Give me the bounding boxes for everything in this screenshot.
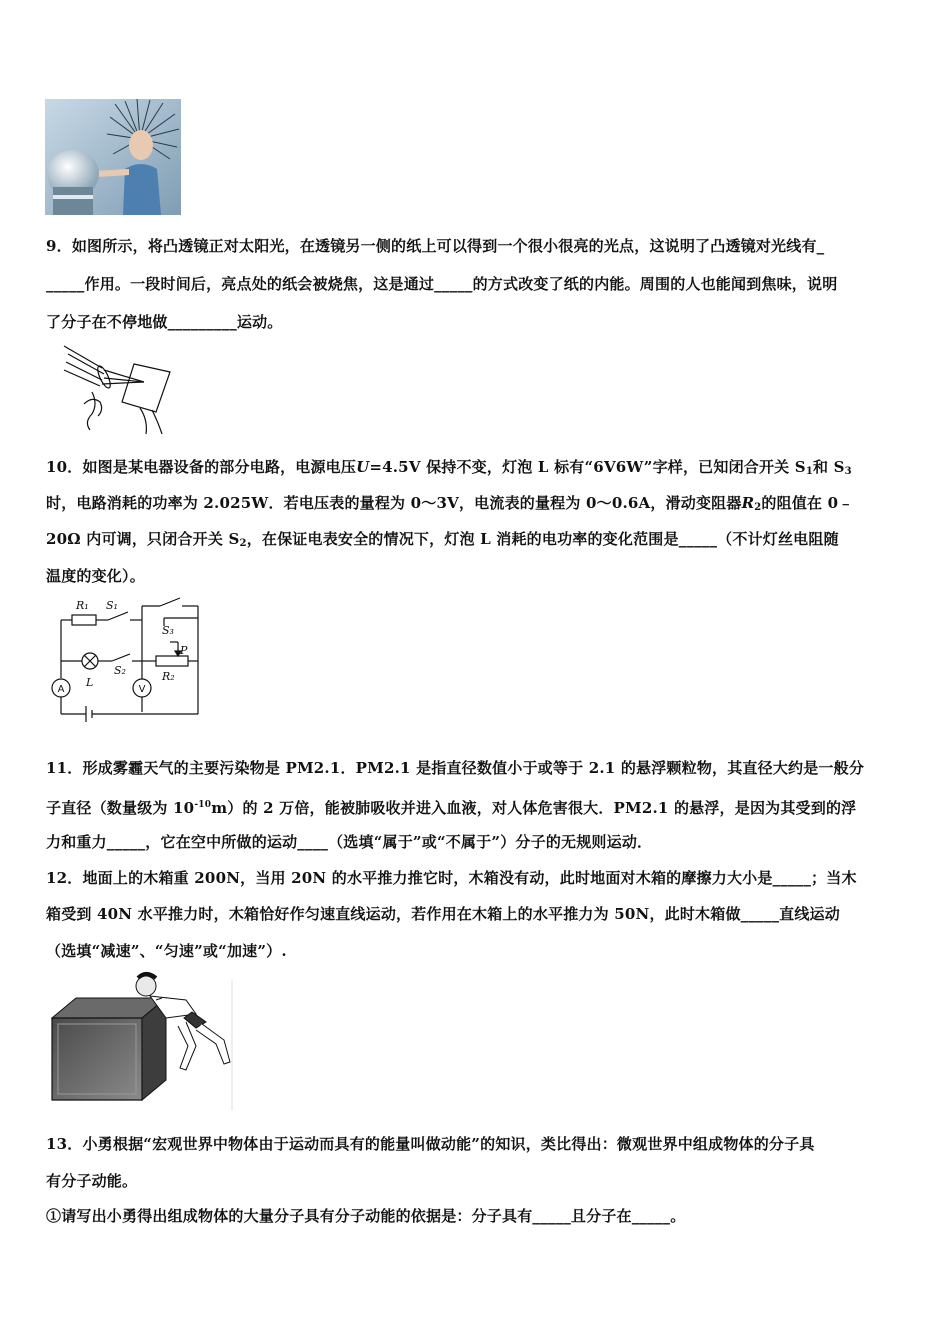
lens-sunlight-sketch	[62, 344, 180, 438]
q10-line-3-a: 20Ω 内可调，只闭合开关 S	[46, 530, 240, 548]
q11-line-2-a: 子直径（数量级为 10	[46, 799, 195, 817]
q9-line-3: 了分子在不停地做_________运动。	[46, 313, 283, 331]
q10-line-1-e: 和 S	[813, 458, 845, 476]
q10-line-1-a: 10．如图是某电器设备的部分电路，电源电压	[46, 458, 357, 476]
label-s3: S₃	[162, 624, 174, 637]
label-r1: R₁	[76, 599, 89, 612]
label-r2: R₂	[162, 670, 175, 683]
q13-line-1: 13．小勇根据“宏观世界中物体由于运动而具有的能量叫做动能”的知识，类比得出：微观世界中组成物体的分子具	[46, 1135, 815, 1153]
q13-line-2: 有分子动能。	[46, 1172, 138, 1190]
q10-symbol-u: U	[356, 458, 370, 476]
q9-line-2: _____作用。一段时间后，亮点处的纸会被烧焦，这是通过_____的方式改变了纸的内能。周围的人也能闻到焦味，说明	[46, 275, 838, 293]
q11-line-2-c: m）的 2 万倍，能被肺吸收并进入血液，对人体危害很大．PM2.1 的悬浮，是因为其受到的浮	[211, 799, 857, 817]
voltmeter-label: V	[138, 684, 146, 695]
q10-sub-r2: 2	[754, 502, 762, 513]
q12-line-1: 12．地面上的木箱重 200N，当用 20N 的水平推力推它时，木箱没有动，此时地面对木箱的摩擦力大小是_____；当木	[46, 869, 857, 887]
label-s2: S₂	[114, 664, 126, 677]
q10-line-2	[46, 493, 853, 518]
q10-line-2-a: 时，电路消耗的功率为 2.025W．若电压表的量程为 0～3V，电流表的量程为 0～0.6A，滑动变阻器	[46, 494, 742, 512]
q10-symbol-r: R	[741, 494, 755, 512]
q11-line-3: 力和重力_____，它在空中所做的运动____（选填“属于”或“不属于”）分子的无规则运动．	[46, 833, 653, 851]
q11-exponent: -10	[194, 800, 212, 810]
q11-line-2	[46, 795, 856, 818]
static-electricity-photo	[45, 99, 181, 215]
label-s1: S₁	[106, 599, 118, 612]
q9-line-1: 9．如图所示，将凸透镜正对太阳光，在透镜另一侧的纸上可以得到一个很小很亮的光点，这说明了凸透镜对光线有_	[46, 237, 825, 255]
q10-sub-1: 1	[805, 466, 813, 477]
q10-sub-s2: 2	[239, 538, 247, 549]
ammeter-label: A	[57, 684, 65, 695]
label-l: L	[86, 676, 94, 689]
q10-line-2-d: 的阻值在 0﹣	[761, 494, 854, 512]
q10-line-3	[46, 529, 839, 554]
label-p: P	[180, 644, 188, 657]
q10-line-4: 温度的变化）。	[46, 567, 145, 585]
q10-line-1	[46, 457, 852, 482]
q10-sub-3: 3	[844, 466, 852, 477]
q12-line-3: （选填“减速”、“匀速”或“加速”）.	[46, 942, 287, 960]
q10-line-1-c: =4.5V 保持不变，灯泡 L 标有“6V6W”字样，已知闭合开关 S	[369, 458, 806, 476]
boy-pushing-box-sketch	[46, 970, 236, 1110]
q11-line-1: 11．形成雾霾天气的主要污染物是 PM2.1．PM2.1 是指直径数值小于或等于 2.1 的悬浮颗粒物，其直径大约是一般分	[46, 759, 865, 777]
q13-line-3: ①请写出小勇得出组成物体的大量分子具有分子动能的依据是：分子具有_____且分子在_____。	[46, 1207, 686, 1225]
circuit-diagram	[46, 596, 206, 722]
q12-line-2: 箱受到 40N 水平推力时，木箱恰好作匀速直线运动，若作用在木箱上的水平推力为 50N，此时木箱做_____直线运动	[46, 905, 840, 923]
q10-line-3-c: ，在保证电表安全的情况下，灯泡 L 消耗的电功率的变化范围是_____（不计灯丝电阻随	[246, 530, 839, 548]
